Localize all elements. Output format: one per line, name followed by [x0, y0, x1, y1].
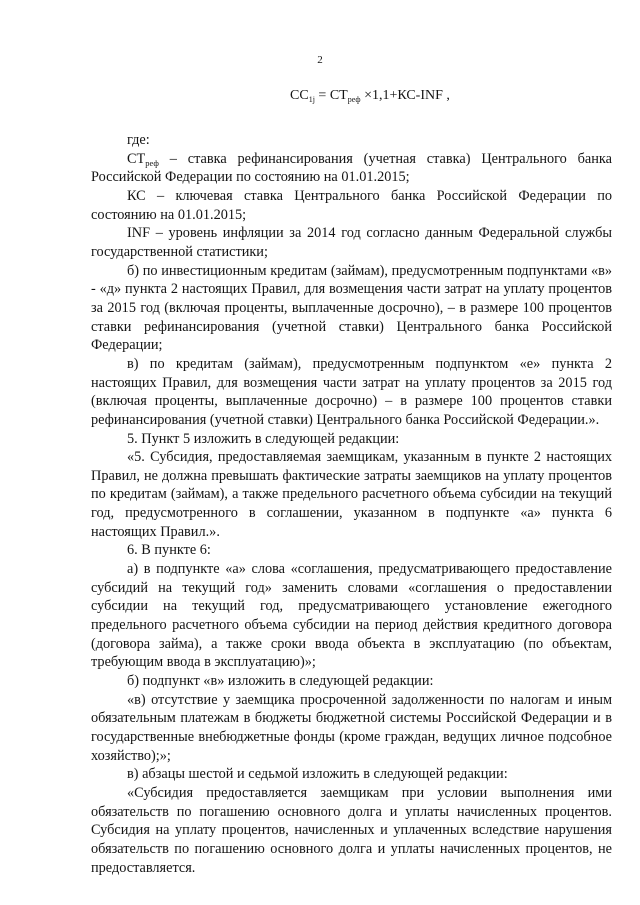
page-number: 2: [317, 54, 323, 66]
paragraph: где:: [127, 132, 150, 148]
formula-lhs-subscript: 1j: [308, 95, 315, 104]
formula-ct-subscript: реф: [347, 95, 361, 104]
paragraph: а) в подпункте «а» слова «соглашения, предусматривающего предоставление субсидий на текущий год» заменить словами «соглашения о предоставлении субсидии на текущий год, предусматривающего установление ежегодного предельного расчетного объема субсидии на период действия кредитного договора (договора займа), а также сроки ввода объекта в эксплуатацию (по объектам, требующим ввода в эксплуатацию)»;: [91, 561, 612, 671]
paragraph: в) абзацы шестой и седьмой изложить в следующей редакции:: [127, 766, 508, 783]
paragraph: б) подпункт «в» изложить в следующей редакции:: [127, 673, 434, 690]
paragraph-text: – ставка рефинансирования (учетная ставка) Центрального банка Российской Федерации по состоянию на 01.01.2015;: [91, 150, 612, 186]
ct-symbol: СТ: [127, 150, 146, 167]
paragraph: INF – уровень инфляции за 2014 год согласно данным Федеральной службы государственной статистики;: [91, 225, 612, 260]
paragraph: в) по кредитам (займам), предусмотренным подпунктом «е» пункта 2 настоящих Правил, для возмещения части затрат на уплату процентов за 2015 год (включая проценты, выплаченные досрочно) – в размере 100 процентов ставки рефинансирования (учетной ставки) Центрального банка Российской Федерации.».: [91, 355, 612, 428]
paragraph: «Субсидия предоставляется заемщикам при условии выполнения ими обязательств по погашению основного долга и уплаты начисленных процентов. Субсидия на уплату процентов, начисленных и уплаченных вследствие нарушения обязательств по погашению основного долга и уплаты начисленных процентов, не предоставляется.: [91, 784, 612, 876]
paragraph: 5. Пункт 5 изложить в следующей редакции:: [127, 430, 400, 447]
formula: [290, 88, 450, 104]
paragraph: КС – ключевая ставка Центрального банка Российской Федерации по состоянию на 01.01.2015;: [91, 187, 612, 223]
formula-rest: ×1,1+КС-INF ,: [360, 88, 450, 103]
paragraph: [91, 150, 612, 187]
paragraph: «5. Субсидия, предоставляемая заемщикам, указанным в пункте 2 настоящих Правил, не должна превышать фактические затраты заемщиков на уплату процентов по кредитам (займам), а также предельного расчетного объема субсидии на текущий год, предусмотренного в соглашении, указанном в подпункте «а» пункта 6 настоящих Правил.».: [91, 449, 612, 540]
formula-eq: = СТ: [314, 88, 348, 103]
paragraph: б) по инвестиционным кредитам (займам), предусмотренным подпунктами «в» - «д» пункта 2 настоящих Правил, для возмещения части затрат на уплату процентов за 2015 год (включая проценты, выплаченные досрочно), – в размере 100 процентов ставки рефинансирования (учетной ставки) Центрального банка Российской Федерации;: [91, 262, 612, 354]
formula-lhs: СС: [290, 88, 309, 103]
ct-subscript: реф: [145, 157, 159, 168]
paragraph: 6. В пункте 6:: [127, 542, 211, 559]
body-text: [91, 131, 612, 877]
paragraph: «в) отсутствие у заемщика просроченной задолженности по налогам и иным обязательным платежам в бюджеты бюджетной системы Российской Федерации и в государственные внебюджетные фонды (кроме граждан, ведущих личное подсобное хозяйство);»;: [91, 691, 612, 764]
